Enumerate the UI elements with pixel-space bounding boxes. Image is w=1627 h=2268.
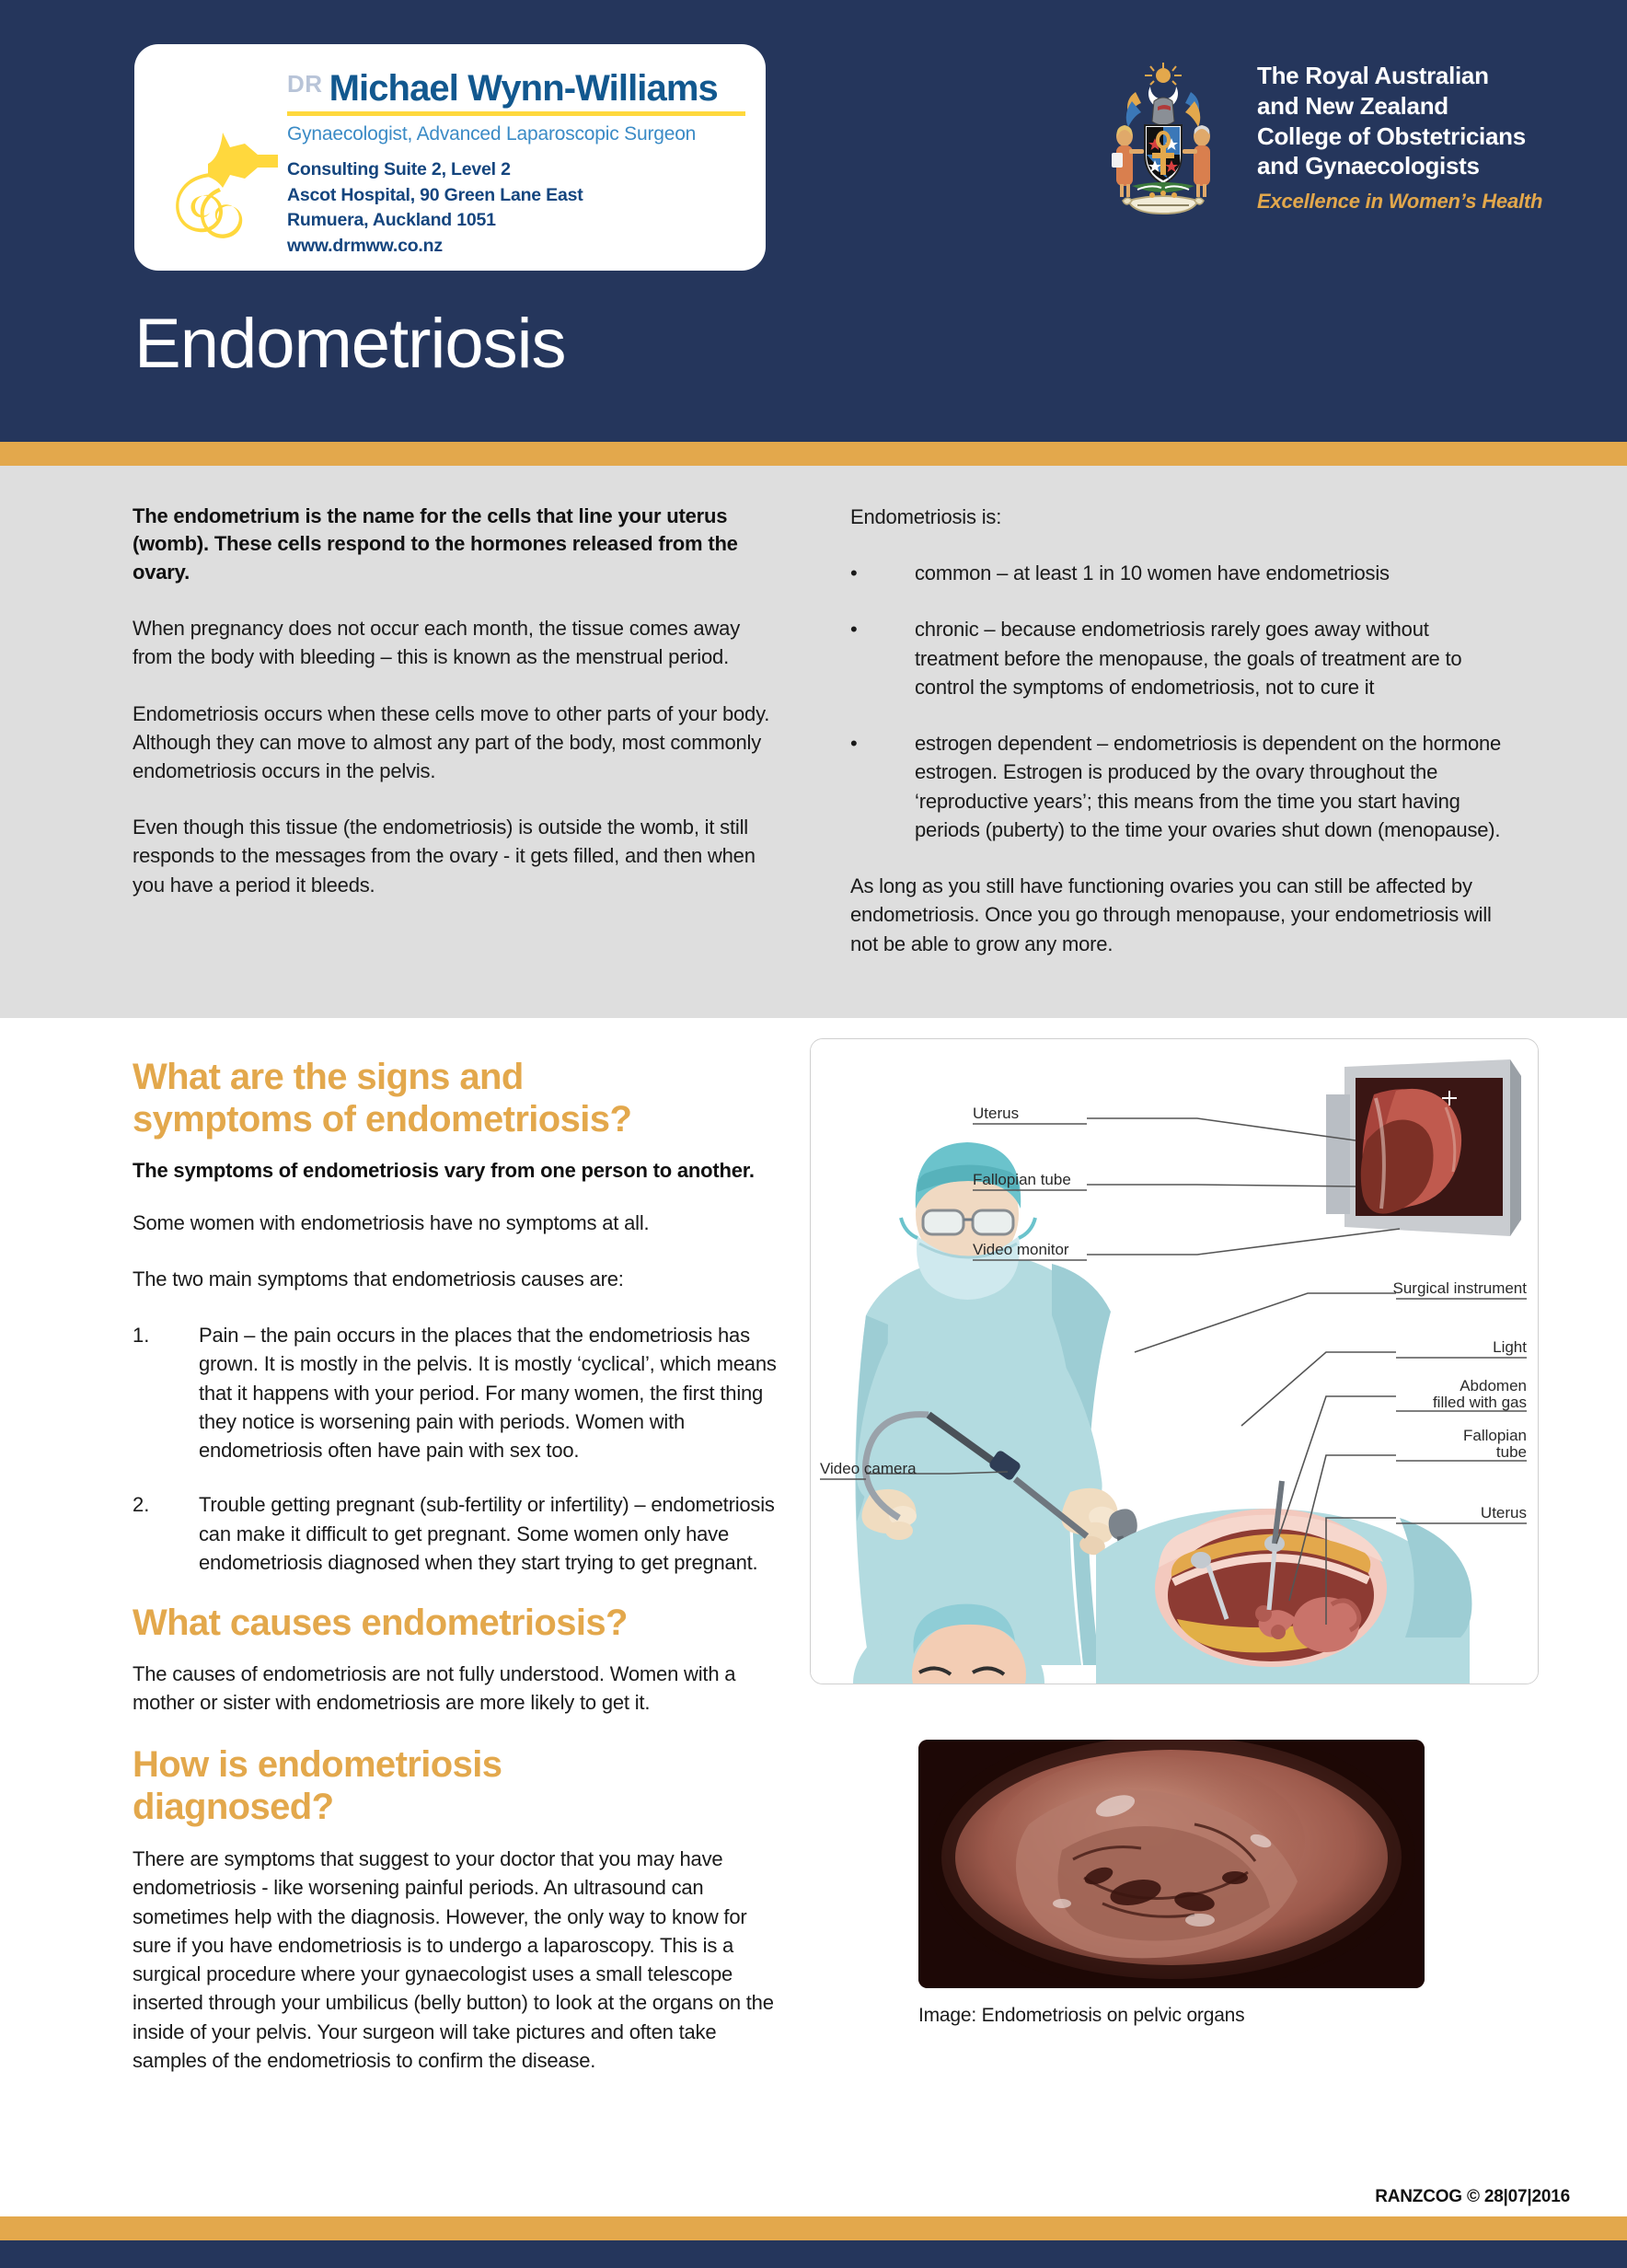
practice-website[interactable]: www.drmww.co.nz bbox=[287, 235, 443, 256]
intro-band bbox=[0, 466, 1627, 1018]
intro-paragraph-2: Endometriosis occurs when these cells move to other parts of your body. Although they can move to almost any part of the body, most commonly endometriosis occurs in the pelvis. bbox=[133, 701, 770, 783]
photo-caption: Image: Endometriosis on pelvic organs bbox=[918, 2005, 1245, 2026]
footer-credit: RANZCOG © 28|07|2016 bbox=[1375, 2187, 1570, 2206]
bullet-text: estrogen dependent – endometriosis is dependent on the hormone estrogen. Estrogen is produced by the ovary throughout the ‘reproductive years’; this means from the time you start having periods (puberty) to the time your ovaries shut down (menopause). bbox=[915, 732, 1502, 841]
practice-name-line bbox=[287, 70, 747, 108]
list-item bbox=[133, 1321, 777, 1464]
practice-name: Michael Wynn-Williams bbox=[329, 68, 718, 109]
dr-prefix: DR bbox=[287, 70, 323, 98]
endoscopic-photo bbox=[918, 1740, 1425, 1988]
list-item bbox=[850, 729, 1506, 844]
label-video-monitor: Video monitor bbox=[973, 1241, 1069, 1258]
bullet-text: common – at least 1 in 10 women have endometriosis bbox=[915, 561, 1390, 585]
logo-divider bbox=[287, 111, 745, 116]
diagnosed-heading bbox=[133, 1744, 777, 1828]
label-abdomen-1: Abdomen bbox=[1460, 1377, 1527, 1394]
bullet-text: chronic – because endometriosis rarely goes away without treatment before the menopause, the goals of treatment are to control the symptoms of endometriosis, not to cure it bbox=[915, 618, 1462, 699]
college-name-line-1: The Royal Australian bbox=[1257, 62, 1489, 89]
page-title: Endometriosis bbox=[134, 305, 566, 383]
causes-heading: What causes endometriosis? bbox=[133, 1603, 628, 1643]
causes-paragraph: The causes of endometriosis are not fully understood. Women with a mother or sister with endometriosis are more likely to get it. bbox=[133, 1661, 736, 1714]
list-item bbox=[133, 1490, 777, 1577]
footer-gold-rule bbox=[0, 2216, 1627, 2240]
label-fallopian-top: Fallopian tube bbox=[973, 1171, 1071, 1188]
main-right-column bbox=[810, 1038, 1537, 2027]
practice-address bbox=[287, 157, 747, 260]
practice-logo-card bbox=[134, 44, 766, 271]
signs-heading-line-2: symptoms of endometriosis? bbox=[133, 1098, 632, 1140]
main-left-column bbox=[133, 1057, 777, 2075]
college-name-line-3: College of Obstetricians bbox=[1257, 122, 1526, 150]
label-abdomen-2: filled with gas bbox=[1432, 1394, 1527, 1411]
label-video-camera: Video camera bbox=[820, 1460, 917, 1477]
list-item-number: 2. bbox=[133, 1493, 150, 1517]
forceps-logo-icon bbox=[166, 127, 287, 252]
college-name bbox=[1257, 61, 1570, 181]
list-item-text: Trouble getting pregnant (sub-fertility or infertility) – endometriosis can make it difficult to get pregnant. Some women only have endometriosis diagnosed when they start trying to get pregnant. bbox=[199, 1493, 775, 1574]
bullet-icon: • bbox=[850, 732, 858, 756]
college-name-line-2: and New Zealand bbox=[1257, 91, 1448, 120]
list-item-text: Pain – the pain occurs in the places that the endometriosis has grown. It is mostly in the pelvis. It is mostly ‘cyclical’, which means that it happens with your period. For many women, the first thing they notice is worsening pain with periods. Women with endometriosis often have pain with sex too. bbox=[199, 1324, 777, 1463]
label-fallopian-1: Fallopian bbox=[1463, 1427, 1527, 1444]
bullet-icon: • bbox=[850, 618, 858, 642]
intro-paragraph-3: Even though this tissue (the endometriosis) is outside the womb, it still responds to the messages from the ovary - it gets filled, and then when you have a period it bleeds. bbox=[133, 816, 756, 897]
practice-subtitle: Gynaecologist, Advanced Laparoscopic Surgeon bbox=[287, 122, 697, 145]
ranzcog-block bbox=[1104, 55, 1574, 239]
endoscopic-photo-graphic bbox=[918, 1740, 1425, 1988]
monitor-graphic bbox=[1326, 1059, 1521, 1236]
list-item bbox=[850, 615, 1506, 701]
college-name-line-4: and Gynaecologists bbox=[1257, 152, 1480, 180]
college-tagline: Excellence in Women’s Health bbox=[1257, 190, 1543, 213]
diagnosed-heading-line-2: diagnosed? bbox=[133, 1786, 334, 1827]
intro-paragraph-1: When pregnancy does not occur each month, the tissue comes away from the body with bleeding – this is known as the menstrual period. bbox=[133, 617, 740, 669]
header-gold-rule bbox=[0, 442, 1627, 466]
ranzcog-crest-icon bbox=[1104, 61, 1222, 236]
intro-closing-paragraph: As long as you still have functioning ovaries you can still be affected by endometriosis. Once you go through menopause, your endometriosis will not be able to grow any more. bbox=[850, 874, 1492, 955]
main-content bbox=[0, 1018, 1627, 2181]
signs-heading-line-1: What are the signs and bbox=[133, 1057, 524, 1097]
signs-subheading: The symptoms of endometriosis vary from one person to another. bbox=[133, 1159, 755, 1183]
signs-paragraph-1: Some women with endometriosis have no symptoms at all. bbox=[133, 1210, 650, 1234]
address-line-2: Ascot Hospital, 90 Green Lane East bbox=[287, 184, 583, 205]
laparoscopy-diagram bbox=[810, 1038, 1539, 1684]
label-uterus-top: Uterus bbox=[973, 1105, 1020, 1122]
label-surgical-instrument: Surgical instrument bbox=[1392, 1279, 1527, 1297]
diagnosed-paragraph: There are symptoms that suggest to your doctor that you may have endometriosis - like worsening painful periods. An ultrasound can sometimes help with the diagnosis. However, the only way to know for sure if you have endometriosis is to undergo a laparoscopy. This is a surgical procedure where your gynaecologist uses a small telescope inserted through your umbilicus (belly button) to look at the organs on the inside of your pelvis. Your surgeon will take pictures and often take samples of the endometriosis to confirm the disease. bbox=[133, 1847, 774, 2072]
list-item-number: 1. bbox=[133, 1324, 150, 1348]
endoscopic-photo-block bbox=[918, 1740, 1537, 2027]
intro-lead: The endometrium is the name for the cells that line your uterus (womb). These cells respond to the hormones released from the ovary. bbox=[133, 504, 738, 584]
label-light: Light bbox=[1493, 1338, 1527, 1356]
footer-navy-bar bbox=[0, 2240, 1627, 2268]
intro-right-column bbox=[850, 503, 1506, 958]
signs-paragraph-2: The two main symptoms that endometriosis causes are: bbox=[133, 1267, 624, 1290]
address-line-3: Rumuera, Auckland 1051 bbox=[287, 210, 496, 231]
diagnosed-heading-line-1: How is endometriosis bbox=[133, 1744, 502, 1786]
laparoscopy-illustration bbox=[811, 1039, 1538, 1684]
label-uterus-bottom: Uterus bbox=[1480, 1504, 1527, 1522]
signs-heading bbox=[133, 1057, 777, 1140]
intro-left-column bbox=[133, 503, 777, 899]
address-line-1: Consulting Suite 2, Level 2 bbox=[287, 158, 511, 179]
list-item bbox=[850, 559, 1506, 587]
bullet-icon: • bbox=[850, 561, 858, 585]
label-fallopian-2: tube bbox=[1495, 1443, 1527, 1461]
endometriosis-is-label: Endometriosis is: bbox=[850, 505, 1002, 528]
